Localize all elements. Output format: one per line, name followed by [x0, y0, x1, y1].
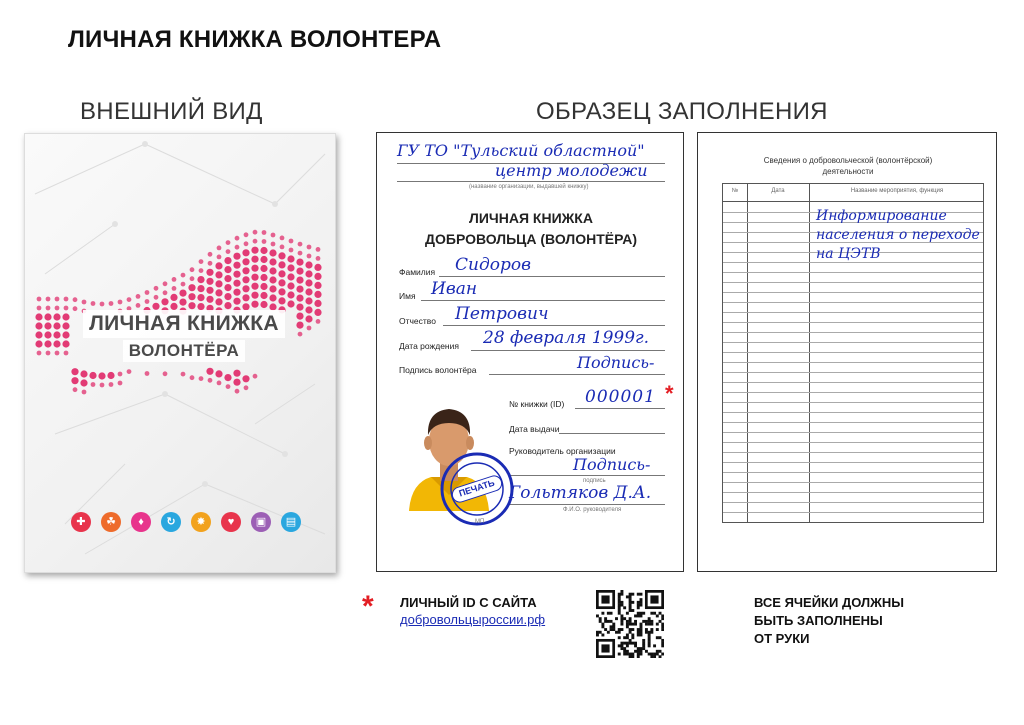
map-dot [260, 265, 267, 272]
map-dot [91, 301, 96, 306]
map-dot [305, 297, 312, 304]
map-dot [35, 331, 42, 338]
map-dot [208, 261, 213, 266]
map-dot [188, 284, 195, 291]
table-row [723, 382, 983, 383]
table-row [723, 322, 983, 323]
field-value-surname: Сидоров [455, 255, 531, 275]
map-dot [287, 282, 294, 289]
map-dot [251, 247, 258, 254]
map-dot [251, 292, 258, 299]
stamp-label: ПЕЧАТЬ [450, 473, 504, 504]
map-dot [35, 313, 42, 320]
map-dot [307, 326, 312, 331]
activity-entry-line2: населения о переходе [816, 227, 980, 243]
map-dot [269, 267, 276, 274]
map-dot [251, 301, 258, 308]
map-dot [260, 301, 267, 308]
map-dot [316, 319, 321, 324]
map-dot [251, 256, 258, 263]
note-line3: ОТ РУКИ [754, 631, 810, 646]
map-dot [296, 268, 303, 275]
map-dot [127, 297, 132, 302]
col-number: № [731, 188, 739, 194]
map-dot [314, 300, 321, 307]
map-dot [62, 331, 69, 338]
map-dot [278, 279, 285, 286]
map-dot [217, 255, 222, 260]
map-dot [280, 245, 285, 250]
map-dot [242, 267, 249, 274]
map-dot [181, 282, 186, 287]
map-dot [163, 371, 168, 376]
category-icon: ▣ [251, 512, 271, 532]
map-dot [298, 242, 303, 247]
activity-entry-line1: Информирование [816, 208, 947, 224]
table-row [723, 402, 983, 403]
map-dot [118, 372, 123, 377]
map-dot [215, 370, 222, 377]
org-caption: (название организации, выдавшей книжку) [469, 184, 589, 190]
col-event: Название мероприятия, функция [850, 188, 944, 194]
table-row [723, 472, 983, 473]
map-dot [35, 340, 42, 347]
map-dot [71, 377, 78, 384]
map-dot [206, 287, 213, 294]
map-dot [154, 295, 159, 300]
site-link[interactable]: добровольцыроссии.рф [400, 612, 546, 627]
map-dot [296, 313, 303, 320]
appearance-label: ВНЕШНИЙ ВИД [80, 98, 263, 125]
map-dot [190, 267, 195, 272]
map-dot [145, 290, 150, 295]
map-dot [226, 384, 231, 389]
signature-caption: подпись [583, 478, 606, 484]
map-dot [233, 253, 240, 260]
map-dot [53, 322, 60, 329]
org-name-line1: ГУ ТО "Тульский областной" [397, 141, 645, 160]
map-dot [233, 262, 240, 269]
table-row [723, 482, 983, 483]
map-dot [163, 281, 168, 286]
table-row [723, 342, 983, 343]
map-dot [215, 280, 222, 287]
field-value-birthdate: 28 февраля 1999г. [483, 328, 650, 348]
table-row [723, 272, 983, 273]
map-dot [269, 276, 276, 283]
map-dot [242, 249, 249, 256]
map-dot [136, 303, 141, 308]
map-dot [53, 340, 60, 347]
manager-name: Гольтяков Д.А. [509, 483, 652, 503]
map-dot [208, 378, 213, 383]
map-dot [73, 387, 78, 392]
map-dot [235, 236, 240, 241]
map-dot [260, 256, 267, 263]
mp-mark: МП [475, 519, 485, 525]
map-dot [217, 246, 222, 251]
map-dot [305, 261, 312, 268]
footer-asterisk: * [362, 590, 374, 623]
handwritten-note [754, 594, 904, 648]
map-dot [314, 264, 321, 271]
map-dot [289, 239, 294, 244]
map-dot [242, 294, 249, 301]
table-row [723, 352, 983, 353]
map-dot [179, 299, 186, 306]
map-dot [253, 230, 258, 235]
map-dot [82, 300, 87, 305]
map-dot [307, 254, 312, 259]
map-dot [107, 372, 114, 379]
map-dot [224, 257, 231, 264]
map-dot [233, 289, 240, 296]
map-dot [118, 381, 123, 386]
map-dot [314, 291, 321, 298]
field-value-name: Иван [431, 279, 478, 299]
map-dot [280, 236, 285, 241]
map-dot [224, 302, 231, 309]
map-dot [136, 294, 141, 299]
map-dot [224, 266, 231, 273]
map-dot [145, 371, 150, 376]
map-dot [269, 249, 276, 256]
map-dot [224, 284, 231, 291]
map-dot [278, 297, 285, 304]
map-dot [287, 291, 294, 298]
table-row [723, 412, 983, 413]
map-dot [163, 290, 168, 295]
qr-code-icon[interactable] [596, 590, 664, 658]
activity-entry-line3: на ЦЭТВ [816, 246, 881, 262]
table-header [723, 184, 983, 202]
map-dot [244, 241, 249, 246]
table-row [723, 332, 983, 333]
table-row [723, 452, 983, 453]
map-dot [233, 280, 240, 287]
map-dot [179, 290, 186, 297]
table-row [723, 512, 983, 513]
booklet-title-line2: ДОБРОВОЛЬЦА (ВОЛОНТЁРА) [425, 231, 637, 247]
personal-id-note: ЛИЧНЫЙ ID С САЙТА [400, 595, 537, 610]
map-dot [296, 322, 303, 329]
category-icon: ↻ [161, 512, 181, 532]
map-dot [242, 276, 249, 283]
map-dot [244, 232, 249, 237]
map-dot [208, 252, 213, 257]
cover-subtitle: ВОЛОНТЁРА [123, 340, 245, 362]
map-dot [73, 297, 78, 302]
map-dot [260, 274, 267, 281]
map-dot [305, 306, 312, 313]
field-label-signature: Подпись волонтёра [399, 365, 477, 375]
map-dot [314, 273, 321, 280]
map-dot [188, 302, 195, 309]
map-dot [278, 270, 285, 277]
map-dot [305, 288, 312, 295]
table-row [723, 292, 983, 293]
map-dot [224, 374, 231, 381]
manager-label: Руководитель организации [509, 446, 616, 456]
map-dot [89, 372, 96, 379]
category-icon: ✚ [71, 512, 91, 532]
map-dot [314, 282, 321, 289]
map-dot [91, 382, 96, 387]
table-row [723, 302, 983, 303]
table-row [723, 422, 983, 423]
map-dot [46, 297, 51, 302]
map-dot [161, 298, 168, 305]
map-dot [53, 331, 60, 338]
map-dot [278, 261, 285, 268]
map-dot [253, 374, 258, 379]
map-dot [98, 372, 105, 379]
map-dot [316, 256, 321, 261]
table-row [723, 442, 983, 443]
org-name-line2: центр молодежи [495, 161, 648, 180]
map-dot [233, 271, 240, 278]
map-dot [224, 275, 231, 282]
map-dot [269, 294, 276, 301]
map-dot [262, 239, 267, 244]
map-dot [53, 313, 60, 320]
category-icon: ♦ [131, 512, 151, 532]
map-dot [199, 259, 204, 264]
map-dot [271, 233, 276, 238]
map-dot [206, 296, 213, 303]
map-dot [242, 258, 249, 265]
table-row [723, 282, 983, 283]
cover-title: ЛИЧНАЯ КНИЖКА [83, 310, 285, 338]
table-row [723, 432, 983, 433]
map-dot [233, 379, 240, 386]
category-icon: ☘ [101, 512, 121, 532]
map-dot [64, 306, 69, 311]
map-dot [100, 302, 105, 307]
map-dot [46, 351, 51, 356]
map-dot [242, 375, 249, 382]
note-line2: БЫТЬ ЗАПОЛНЕНЫ [754, 613, 883, 628]
map-dot [206, 278, 213, 285]
cover-title-block [71, 310, 297, 370]
id-value: 000001 [585, 387, 656, 407]
map-dot [305, 270, 312, 277]
field-label-birthdate: Дата рождения [399, 341, 459, 351]
map-dot [145, 299, 150, 304]
map-dot [251, 283, 258, 290]
map-dot [172, 277, 177, 282]
map-dot [226, 240, 231, 245]
map-dot [37, 306, 42, 311]
map-dot [35, 322, 42, 329]
table-row [723, 462, 983, 463]
name-caption: Ф.И.О. руководителя [563, 507, 622, 513]
map-dot [296, 277, 303, 284]
map-dot [262, 230, 267, 235]
map-dot [296, 286, 303, 293]
map-dot [190, 375, 195, 380]
table-row [723, 392, 983, 393]
map-dot [215, 289, 222, 296]
map-dot [197, 276, 204, 283]
map-dot [100, 383, 105, 388]
map-dot [217, 381, 222, 386]
map-dot [316, 247, 321, 252]
table-row [723, 502, 983, 503]
map-dot [199, 268, 204, 273]
map-dot [181, 372, 186, 377]
map-dot [152, 303, 159, 310]
col-date: Дата [771, 188, 785, 194]
map-dot [46, 306, 51, 311]
map-dot [271, 242, 276, 247]
map-dot [188, 293, 195, 300]
table-row [723, 492, 983, 493]
map-dot [233, 370, 240, 377]
map-dot [305, 279, 312, 286]
map-dot [109, 382, 114, 387]
map-dot [197, 285, 204, 292]
map-dot [55, 297, 60, 302]
category-icon: ▤ [281, 512, 301, 532]
field-label-patronymic: Отчество [399, 316, 436, 326]
map-dot [206, 269, 213, 276]
map-dot [260, 292, 267, 299]
map-dot [287, 255, 294, 262]
category-icon: ✸ [191, 512, 211, 532]
field-value-patronymic: Петрович [455, 304, 549, 324]
field-value-signature: Подпись- [577, 353, 655, 372]
table-row [723, 372, 983, 373]
sample-label: ОБРАЗЕЦ ЗАПОЛНЕНИЯ [536, 98, 828, 125]
map-dot [224, 293, 231, 300]
map-dot [215, 271, 222, 278]
map-dot [235, 245, 240, 250]
map-dot [289, 248, 294, 253]
map-dot [251, 274, 258, 281]
map-dot [170, 303, 177, 310]
map-dot [82, 390, 87, 395]
map-dot [55, 306, 60, 311]
map-dot [269, 285, 276, 292]
map-dot [278, 288, 285, 295]
map-dot [64, 351, 69, 356]
map-dot [242, 285, 249, 292]
map-dot [305, 315, 312, 322]
map-dot [260, 283, 267, 290]
table-row [723, 312, 983, 313]
map-dot [233, 298, 240, 305]
booklet-title-line1: ЛИЧНАЯ КНИЖКА [469, 210, 593, 226]
map-dot [62, 322, 69, 329]
map-dot [314, 309, 321, 316]
map-dot [197, 294, 204, 301]
map-dot [44, 313, 51, 320]
map-dot [44, 340, 51, 347]
note-line1: ВСЕ ЯЧЕЙКИ ДОЛЖНЫ [754, 595, 904, 610]
map-dot [260, 247, 267, 254]
manager-signature: Подпись- [573, 455, 651, 474]
map-dot [37, 297, 42, 302]
map-dot [226, 249, 231, 254]
map-dot [215, 298, 222, 305]
map-dot [37, 351, 42, 356]
map-dot [251, 265, 258, 272]
activity-title-line1: Сведения о добровольческой (волонтёрской) [763, 156, 933, 165]
field-label-name: Имя [399, 291, 416, 301]
map-dot [199, 376, 204, 381]
map-dot [62, 340, 69, 347]
id-label: № книжки (ID) [509, 399, 565, 409]
map-dot [109, 301, 114, 306]
map-dot [296, 295, 303, 302]
map-dot [307, 245, 312, 250]
map-dot [253, 239, 258, 244]
map-dot [287, 300, 294, 307]
field-label-surname: Фамилия [399, 267, 436, 277]
map-dot [269, 258, 276, 265]
map-dot [62, 313, 69, 320]
map-dot [44, 322, 51, 329]
sample-page-left [376, 132, 684, 572]
map-dot [64, 297, 69, 302]
map-dot [55, 351, 60, 356]
map-dot [181, 273, 186, 278]
map-dot [215, 262, 222, 269]
map-dot [298, 251, 303, 256]
map-dot [287, 264, 294, 271]
map-dot [296, 259, 303, 266]
map-dot [296, 304, 303, 311]
activity-title-line2: деятельности [822, 167, 874, 176]
map-dot [190, 276, 195, 281]
map-dot [170, 294, 177, 301]
map-dot [298, 332, 303, 337]
map-dot [244, 385, 249, 390]
map-dot [80, 379, 87, 386]
map-dot [80, 370, 87, 377]
map-dot [172, 286, 177, 291]
map-dot [235, 389, 240, 394]
table-row [723, 362, 983, 363]
id-asterisk: * [665, 381, 674, 406]
page-title: ЛИЧНАЯ КНИЖКА ВОЛОНТЕРА [68, 26, 442, 53]
sample-page-right [697, 132, 997, 572]
category-icons-row [71, 512, 301, 532]
issue-date-label: Дата выдачи [509, 424, 560, 434]
map-dot [44, 331, 51, 338]
map-dot [278, 252, 285, 259]
activity-entry [816, 207, 980, 264]
map-dot [287, 273, 294, 280]
category-icon: ♥ [221, 512, 241, 532]
map-dot [118, 300, 123, 305]
booklet-cover [24, 133, 336, 573]
map-dot [154, 286, 159, 291]
